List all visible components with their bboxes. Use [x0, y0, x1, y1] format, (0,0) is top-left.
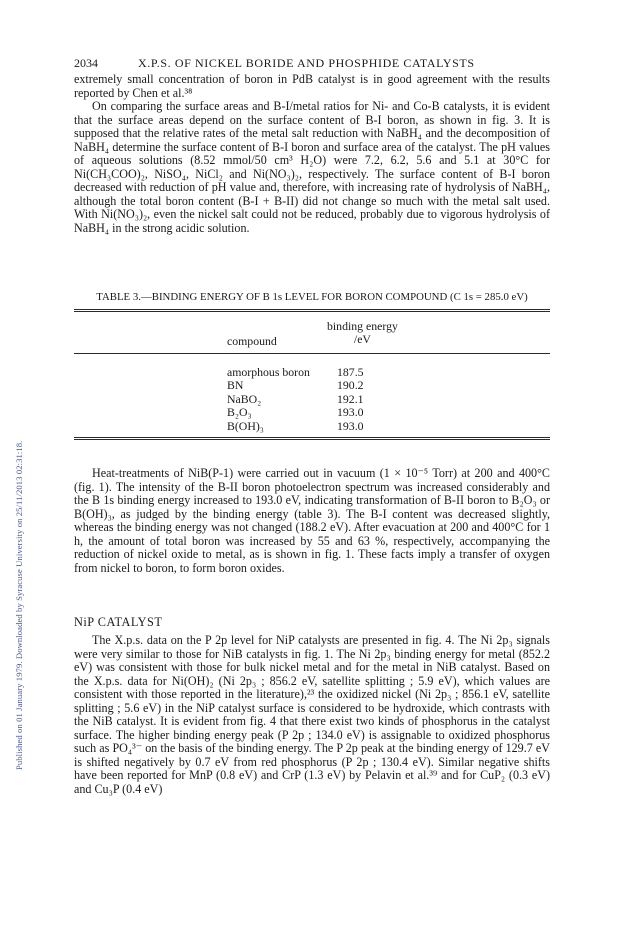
- table-row: [227, 405, 477, 418]
- cell-energy: 187.5: [337, 365, 364, 379]
- table-row: [227, 378, 477, 391]
- table-row: [227, 419, 477, 432]
- column-header-binding-energy: [327, 320, 398, 346]
- table-body: [227, 365, 477, 432]
- cell-energy: 190.2: [337, 378, 364, 393]
- table-top-rule: [74, 309, 550, 310]
- paragraph-1: extremely small concentration of boron in PdB catalyst is in good agreement with the results reported by Chen et al.³⁸: [74, 72, 550, 100]
- cell-energy: 193.0: [337, 405, 364, 420]
- table-caption: TABLE 3.—BINDING ENERGY OF B 1s LEVEL FOR BORON COMPOUND (C 1s = 285.0 eV): [96, 291, 528, 303]
- paragraph-4: The X.p.s. data on the P 2p level for NiP catalysts are presented in fig. 4. The Ni 2p₃ signals were very similar to those for NiB catalysts in fig. 1. The Ni 2p₃ binding energy for metal (852.2 eV) was consistent with those for bulk nickel metal and for the metal in NiB catalyst. Based on the X.p.s. data for Ni(OH)₂ (Ni 2p₃ ; 856.2 eV, satellite splitting ; 5.9 eV), which values are consistent with those reported in the literature),²³ the oxidized nickel (Ni 2p₃ ; 856.1 eV, satellite splitting ; 5.6 eV) in the NiP catalyst surface is considered to be hydroxide, which contrasts with the NiB catalyst. It is evident from fig. 4 that there exist two kinds of phosphorus in the catalyst surface. The higher binding energy peak (P 2p ; 134.0 eV) is assignable to oxidized phosphorus such as PO₄³⁻ on the basis of the binding energy. The P 2p peak at the binding energy of 129.7 eV is shifted negatively by 0.7 eV from red phosphorus (P 2p ; 130.4 eV). Similar negative shifts have been reported for MnP (0.8 eV) and CrP (1.3 eV) by Pelavin et al.³⁹ and for CuP₂ (0.3 eV) and Cu₃P (0.4 eV): [74, 633, 550, 796]
- download-watermark: [2, 150, 24, 770]
- column-header-compound: compound: [227, 334, 277, 348]
- paragraph-3: Heat-treatments of NiB(P-1) were carried out in vacuum (1 × 10⁻⁵ Torr) at 200 and 400°C (fig. 1). The intensity of the B-II boron photoelectron spectrum was increased considerably and the B 1s binding energy increased to 193.0 eV, indicating transformation of B-II boron to B₂O₃ or B(OH)₃, as judged by the binding energy (table 3). The B-I content was decreased slightly, whereas the binding energy was not changed (188.2 eV). After evacuation at 200 and 400°C for 1 h, the amount of total boron was increased by 55 and 63 %, respectively, accompanying the reduction of nickel oxide to metal, as is shown in fig. 1. These facts imply a transfer of oxygen from nickel to boron, to form boron oxides.: [74, 466, 550, 575]
- table-row: [227, 392, 477, 405]
- table-bottom-rule-2: [74, 439, 550, 440]
- cell-compound: B(OH)₃: [227, 418, 264, 433]
- cell-energy: 193.0: [337, 418, 364, 433]
- page-number: 2034: [74, 56, 98, 70]
- column-header-binding-energy-unit: /eV: [353, 332, 371, 346]
- cell-compound: NaBO₂: [227, 391, 262, 406]
- cell-energy: 192.1: [337, 391, 364, 406]
- body-block-3: [74, 634, 550, 796]
- section-heading: NiP CATALYST: [74, 615, 163, 629]
- body-block-2: [74, 467, 550, 575]
- cell-compound: B₂O₃: [227, 405, 252, 420]
- table-row: [227, 365, 477, 378]
- table-top-rule-2: [74, 311, 550, 312]
- paragraph-2: On comparing the surface areas and B-I/metal ratios for Ni- and Co-B catalysts, it is evident that the surface areas depend on the surface content of B-I boron, as shown in fig. 3. It is supposed that the relative rates of the metal salt reduction with NaBH₄ and the decomposition of NaBH₄ determine the surface content of B-I boron and surface area of the catalyst. The pH values of aqueous solutions (8.52 mmol/50 cm³ H₂O) were 7.2, 6.2, 5.6 and 5.1 at 30°C for Ni(CH₃COO)₂, NiSO₄, NiCl₂ and Ni(NO₃)₂, respectively. The surface content of B-I boron decreased with reduction of pH value and, therefore, with increasing rate of hydrolysis of NaBH₄, although the total boron content (B-I + B-II) did not change so much with the metal salt used. With Ni(NO₃)₂, even the nickel salt could not be reduced, probably due to vigorous hydrolysis of NaBH₄ in the strong acidic solution.: [74, 99, 550, 235]
- running-title: X.P.S. OF NICKEL BORIDE AND PHOSPHIDE CATALYSTS: [138, 56, 475, 70]
- table-3: [74, 309, 550, 439]
- table-header-rule: [74, 353, 550, 354]
- cell-compound: BN: [227, 378, 244, 393]
- running-header: [74, 56, 564, 72]
- body-block-1: [74, 73, 550, 235]
- cell-compound: amorphous boron: [227, 365, 310, 379]
- download-watermark-text: Published on 01 January 1979. Downloaded by Syracuse University on 25/11/2013 02:31:18.: [14, 440, 24, 770]
- table-bottom-rule: [74, 437, 550, 438]
- column-header-binding-energy-line1: binding energy: [327, 319, 398, 333]
